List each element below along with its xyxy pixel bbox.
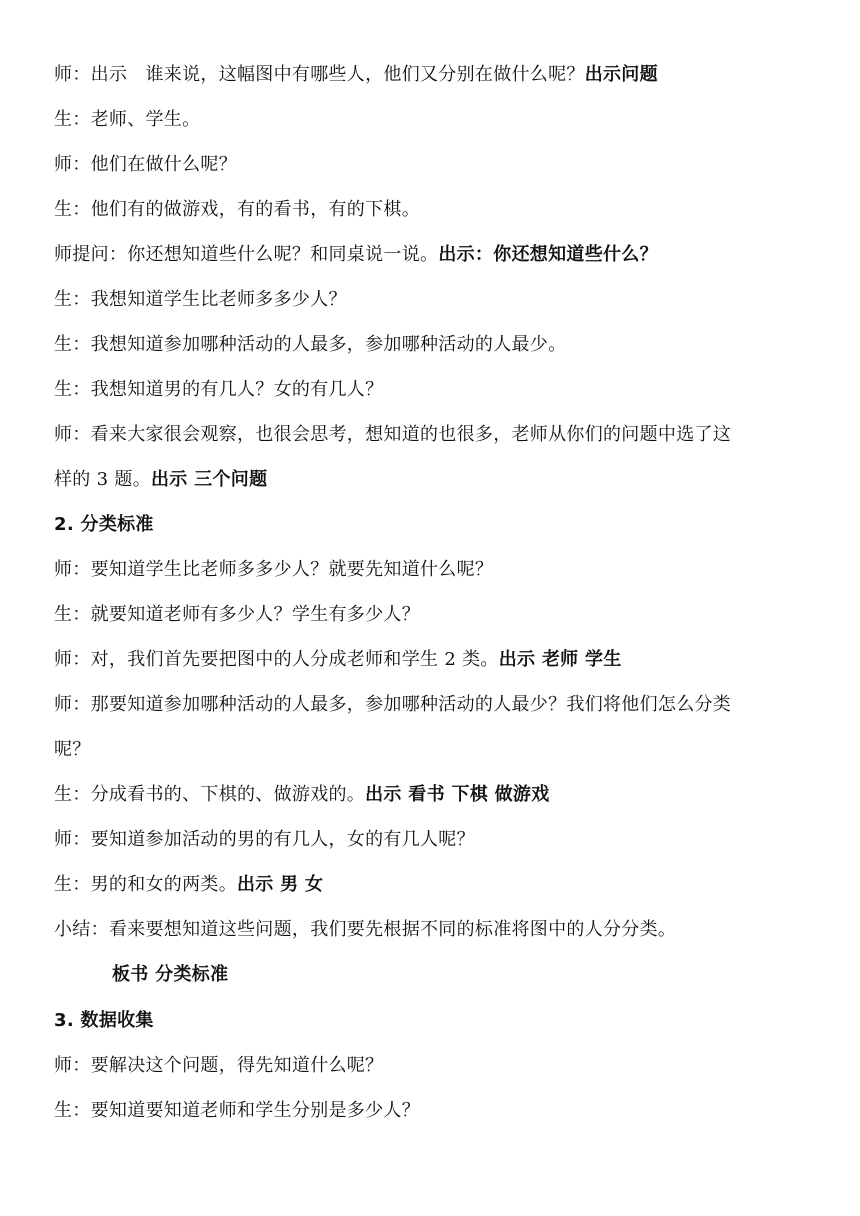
line-text: 生：要知道要知道老师和学生分别是多少人？ [54, 1100, 420, 1121]
line-bold-text: 出示 老师 学生 [498, 649, 622, 670]
paragraph-line [54, 782, 814, 808]
line-text: 师：要知道学生比老师多多少人？就要先知道什么呢？ [54, 559, 494, 580]
line-text: 生：老师、学生。 [54, 109, 201, 130]
line-bold-text: 出示 三个问题 [151, 469, 268, 490]
paragraph-line [54, 647, 814, 673]
line-text: 师：要知道参加活动的男的有几人，女的有几人呢？ [54, 829, 475, 850]
line-text: 生：他们有的做游戏，有的看书，有的下棋。 [54, 199, 420, 220]
paragraph-line [54, 287, 814, 313]
line-text: 呢？ [54, 739, 91, 760]
line-text: 师提问：你还想知道些什么呢？和同桌说一说。 [54, 244, 439, 265]
line-text: 生：分成看书的、下棋的、做游戏的。 [54, 784, 366, 805]
board-text: 板书 分类标准 [112, 964, 229, 985]
paragraph-line [54, 917, 814, 943]
line-text: 师：要解决这个问题，得先知道什么呢？ [54, 1055, 384, 1076]
line-bold-text: 出示：你还想知道些什么？ [438, 244, 658, 265]
board-writing [112, 962, 860, 988]
paragraph-line [54, 737, 814, 763]
line-bold-text: 出示 看书 下棋 做游戏 [365, 784, 550, 805]
section-heading [54, 1008, 814, 1034]
line-bold-text: 出示问题 [584, 64, 658, 85]
paragraph-line [54, 107, 814, 133]
paragraph-line [54, 422, 814, 448]
paragraph-line [54, 467, 814, 493]
paragraph-line [54, 872, 814, 898]
line-text: 师：看来大家很会观察，也很会思考，想知道的也很多，老师从你们的问题中选了这 [54, 424, 732, 445]
line-text: 师：那要知道参加哪种活动的人最多，参加哪种活动的人最少？我们将他们怎么分类 [54, 694, 732, 715]
line-text: 师：出示 谁来说，这幅图中有哪些人，他们又分别在做什么呢？ [54, 64, 585, 85]
paragraph-line [54, 62, 814, 88]
heading-text: 3. 数据收集 [54, 1010, 154, 1031]
line-bold-text: 出示 男 女 [237, 874, 324, 895]
line-text: 生：我想知道学生比老师多多少人？ [54, 289, 347, 310]
paragraph-line [54, 242, 814, 268]
paragraph-line [54, 1098, 814, 1124]
line-text: 生：男的和女的两类。 [54, 874, 237, 895]
line-text: 生：我想知道男的有几人？女的有几人？ [54, 379, 384, 400]
section-heading [54, 512, 814, 538]
line-text: 小结：看来要想知道这些问题，我们要先根据不同的标准将图中的人分分类。 [54, 919, 677, 940]
line-text: 生：我想知道参加哪种活动的人最多，参加哪种活动的人最少。 [54, 334, 567, 355]
paragraph-line [54, 1053, 814, 1079]
paragraph-line [54, 197, 814, 223]
paragraph-line [54, 152, 814, 178]
line-text: 生：就要知道老师有多少人？学生有多少人？ [54, 604, 420, 625]
heading-text: 2. 分类标准 [54, 514, 154, 535]
line-text: 样的 3 题。 [54, 469, 151, 490]
paragraph-line [54, 557, 814, 583]
paragraph-line [54, 827, 814, 853]
line-text: 师：对，我们首先要把图中的人分成老师和学生 2 类。 [54, 649, 499, 670]
paragraph-line [54, 692, 814, 718]
paragraph-line [54, 602, 814, 628]
line-text: 师：他们在做什么呢？ [54, 154, 237, 175]
paragraph-line [54, 332, 814, 358]
paragraph-line [54, 377, 814, 403]
